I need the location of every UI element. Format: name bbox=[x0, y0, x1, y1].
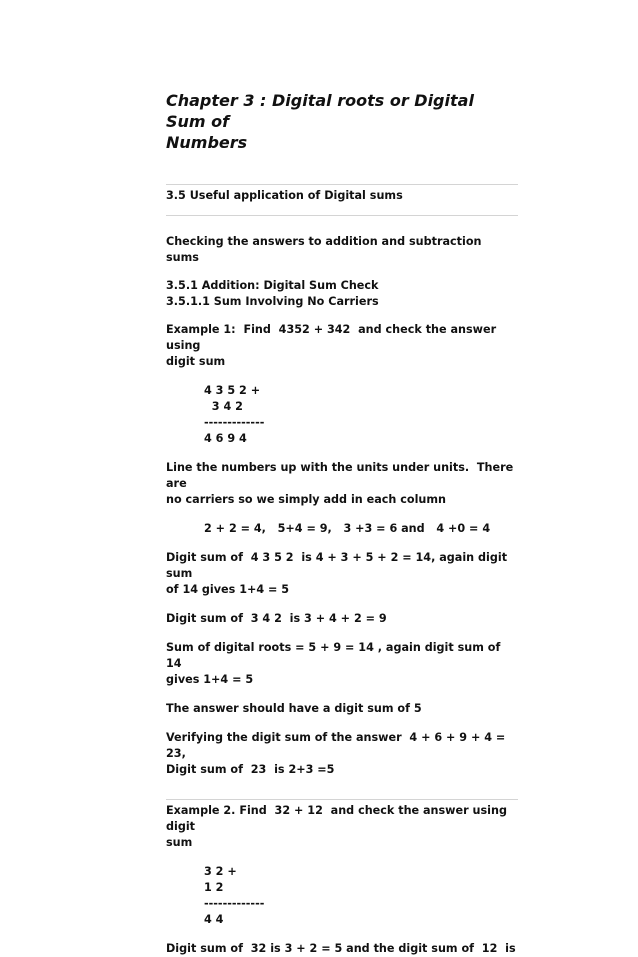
sum-of-roots-line-2: gives 1+4 = 5 bbox=[166, 673, 254, 686]
subsection-heading: 3.5.1 Addition: Digital Sum Check bbox=[166, 279, 379, 292]
calc-row-addend-1: 4 3 5 2 + bbox=[204, 384, 261, 397]
expected-digit-sum: The answer should have a digit sum of 5 bbox=[166, 702, 422, 715]
column-sums: 2 + 2 = 4, 5+4 = 9, 3 +3 = 6 and 4 +0 = 4 bbox=[204, 522, 491, 535]
example-1-statement bbox=[166, 322, 518, 370]
example-1-calculation bbox=[166, 383, 518, 447]
example-2-line-2: sum bbox=[166, 836, 193, 849]
digit-sum-first bbox=[166, 550, 518, 598]
digit-sum-first-line-1: Digit sum of 4 3 5 2 is 4 + 3 + 5 + 2 = 14, again digit sum bbox=[166, 551, 511, 580]
subsubsection-heading: 3.5.1.1 Sum Involving No Carriers bbox=[166, 295, 379, 308]
digit-sum-second: Digit sum of 3 4 2 is 3 + 4 + 2 = 9 bbox=[166, 612, 387, 625]
chapter-title bbox=[166, 90, 518, 153]
verification-line-1: Verifying the digit sum of the answer 4 + 6 + 9 + 4 = 23, bbox=[166, 731, 510, 760]
calc-row-line: ------------- bbox=[204, 897, 265, 910]
sum-of-digital-roots bbox=[166, 640, 518, 688]
calc-row-addend-1: 3 2 + bbox=[204, 865, 237, 878]
calc-row-line: ------------- bbox=[204, 416, 265, 429]
intro-checking: Checking the answers to addition and subtraction sums bbox=[166, 235, 486, 264]
verification-line-2: Digit sum of 23 is 2+3 =5 bbox=[166, 763, 335, 776]
chapter-title-line-1: Chapter 3 : Digital roots or Digital Sum of bbox=[166, 91, 474, 131]
divider bbox=[166, 799, 518, 800]
calc-row-result: 4 6 9 4 bbox=[204, 432, 247, 445]
sum-of-roots-line-1: Sum of digital roots = 5 + 9 = 14 , again digit sum of 14 bbox=[166, 641, 505, 670]
example-1-line-2: digit sum bbox=[166, 355, 226, 368]
explanation-line-1: Line the numbers up with the units under units. There are bbox=[166, 461, 518, 490]
example-2-calculation bbox=[166, 864, 518, 928]
document-page bbox=[166, 90, 518, 957]
divider bbox=[166, 215, 518, 216]
explanation-line-2: no carriers so we simply add in each column bbox=[166, 493, 447, 506]
verification bbox=[166, 730, 518, 778]
example-2-line-1: Example 2. Find 32 + 12 and check the answer using digit bbox=[166, 804, 511, 833]
example-1-line-1: Example 1: Find 4352 + 342 and check the answer using bbox=[166, 323, 501, 352]
calc-row-result: 4 4 bbox=[204, 913, 224, 926]
chapter-title-line-2: Numbers bbox=[166, 133, 248, 152]
example-2-digit-sum: Digit sum of 32 is 3 + 2 = 5 and the digit sum of 12 is bbox=[166, 942, 516, 955]
digit-sum-first-line-2: of 14 gives 1+4 = 5 bbox=[166, 583, 290, 596]
calc-row-addend-2: 3 4 2 bbox=[204, 400, 243, 413]
section-heading: 3.5 Useful application of Digital sums bbox=[166, 189, 403, 202]
divider bbox=[166, 184, 518, 185]
example-2-statement bbox=[166, 803, 518, 851]
example-1-explanation bbox=[166, 460, 518, 508]
calc-row-addend-2: 1 2 bbox=[204, 881, 224, 894]
